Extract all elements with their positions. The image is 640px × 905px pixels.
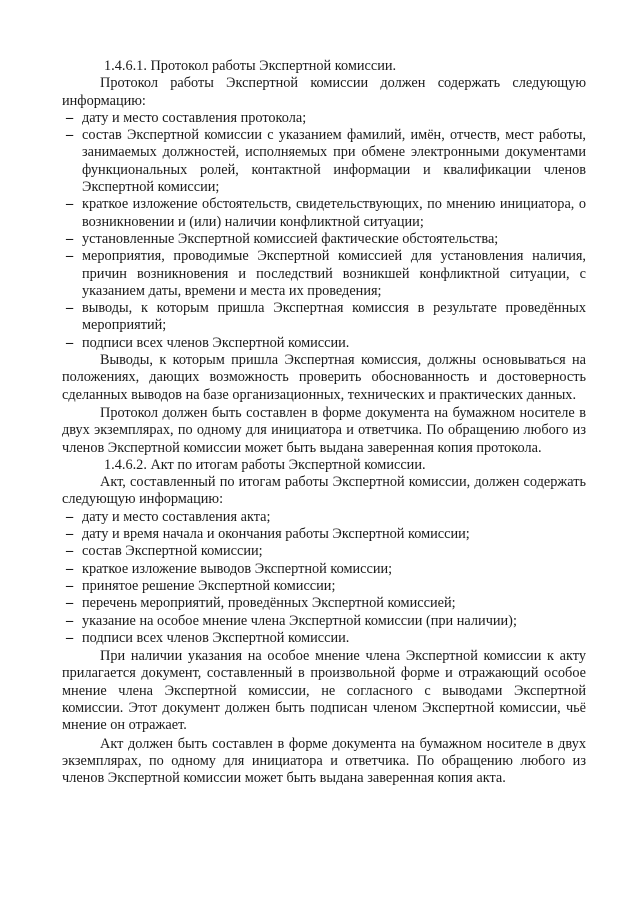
list-item: – мероприятия, проводимые Экспертной комиссией для установления наличия, причин возникновения и последствий возникшей конфликтной ситуации, с указанием даты, времени и места их проведения; xyxy=(62,248,586,300)
section-1-heading: 1.4.6.1. Протокол работы Экспертной комиссии. xyxy=(104,58,397,74)
list-item: – принятое решение Экспертной комиссии; xyxy=(62,578,586,595)
list-item: – краткое изложение обстоятельств, свидетельствующих, по мнению инициатора, о возникновении и (или) наличии конфликтной ситуации; xyxy=(62,196,586,231)
list-item: – дату и место составления акта; xyxy=(62,509,586,526)
list-item: – краткое изложение выводов Экспертной комиссии; xyxy=(62,561,586,578)
list-item: – дату и время начала и окончания работы Экспертной комиссии; xyxy=(62,526,586,543)
list-item: – выводы, к которым пришла Экспертная комиссия в результате проведённых мероприятий; xyxy=(62,300,586,335)
list-item: – указание на особое мнение члена Экспертной комиссии (при наличии); xyxy=(62,613,586,630)
list-item: – состав Экспертной комиссии; xyxy=(62,543,586,560)
section-2-heading: 1.4.6.2. Акт по итогам работы Экспертной комиссии. xyxy=(104,456,426,473)
section-1-list xyxy=(62,110,586,352)
list-item: – подписи всех членов Экспертной комиссии. xyxy=(62,630,586,647)
list-item: – дату и место составления протокола; xyxy=(62,110,586,127)
section-1-paragraph-form: Протокол должен быть составлен в форме документа на бумажном носителе в двух экземплярах, по одному для инициатора и ответчика. По обращению любого из членов Экспертной комиссии может быть выдана заверенная копия протокола. xyxy=(62,404,586,456)
section-2-list xyxy=(62,509,586,647)
section-1-intro: Протокол работы Экспертной комиссии должен содержать следующую информацию: xyxy=(62,75,586,109)
section-2-paragraph-form: Акт должен быть составлен в форме документа на бумажном носителе в двух экземплярах, по одному для инициатора и ответчика. По обращению любого из членов Экспертной комиссии может быть выдана заверенная копия акта. xyxy=(62,735,586,787)
section-2-intro: Акт, составленный по итогам работы Экспертной комиссии, должен содержать следующую информацию: xyxy=(62,474,586,508)
section-1-paragraph-conclusions: Выводы, к которым пришла Экспертная комиссия, должны основываться на положениях, дающих возможность проверить обоснованность и достоверность сделанных выводов на базе организационных, технических и практических данных. xyxy=(62,352,586,403)
list-item: – подписи всех членов Экспертной комиссии. xyxy=(62,335,586,352)
section-2-paragraph-special-opinion: При наличии указания на особое мнение члена Экспертной комиссии к акту прилагается документ, составленный в произвольной форме и отражающий особое мнение члена Экспертной комиссии, не согласного с выводами Экспертной комиссии. Этот документ должен быть подписан членом Экспертной комиссии, чьё мнение он отражает. xyxy=(62,648,586,734)
list-item: – перечень мероприятий, проведённых Экспертной комиссией; xyxy=(62,595,586,612)
list-item: – установленные Экспертной комиссией фактические обстоятельства; xyxy=(62,231,586,248)
list-item: – состав Экспертной комиссии с указанием фамилий, имён, отчеств, мест работы, занимаемых должностей, исполняемых при обмене электронными документами функциональных ролей, контактной информации и квалификации членов Экспертной комиссии; xyxy=(62,127,586,196)
